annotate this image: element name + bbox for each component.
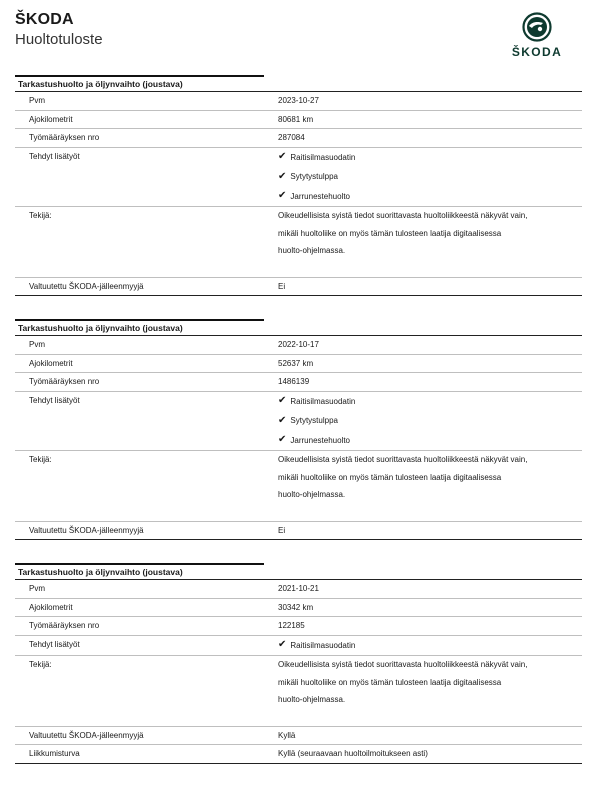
authorized-dealer-label: Valtuutettu ŠKODA-jälleenmyyjä <box>29 730 144 740</box>
date-row <box>15 336 582 355</box>
performer-row <box>15 207 582 278</box>
work-order-value: 122185 <box>278 621 305 630</box>
performer-label: Tekijä: <box>29 211 52 220</box>
performer-value <box>265 656 582 726</box>
document-title: Huoltotuloste <box>15 31 103 48</box>
mileage-label: Ajokilometrit <box>29 358 73 368</box>
extra-item <box>278 411 582 431</box>
spacer <box>278 709 582 726</box>
checkmark-icon: ✔ <box>278 151 287 163</box>
work-order-row <box>15 617 582 636</box>
mileage-row <box>15 111 582 130</box>
performer-row <box>15 451 582 522</box>
work-order-value: 1486139 <box>278 377 310 386</box>
service-record-2 <box>15 319 582 540</box>
date-row <box>15 580 582 599</box>
authorized-dealer-value: Kyllä <box>278 730 296 740</box>
performer-line: Oikeudellisista syistä tiedot suorittavasta huoltoliikkeestä näkyvät vain, <box>278 455 528 464</box>
mobility-label: Liikkumisturva <box>29 749 80 758</box>
extras-list <box>265 392 582 451</box>
extra-item-label: Sytytystulppa <box>290 416 338 425</box>
performer-line: huolto-ohjelmassa. <box>278 246 346 255</box>
performer-line: huolto-ohjelmassa. <box>278 695 346 704</box>
performer-label: Tekijä: <box>29 455 52 464</box>
extra-item-label: Jarrunestehuolto <box>290 435 350 445</box>
brand-header <box>15 10 103 50</box>
skoda-logo <box>505 12 569 60</box>
date-label: Pvm <box>29 584 45 593</box>
extra-item <box>278 167 582 187</box>
authorized-dealer-row <box>15 278 582 297</box>
checkmark-icon: ✔ <box>278 170 287 182</box>
mobility-row <box>15 745 582 764</box>
mileage-value: 80681 km <box>278 114 314 124</box>
performer-line: Oikeudellisista syistä tiedot suorittavasta huoltoliikkeestä näkyvät vain, <box>278 211 528 220</box>
extra-item <box>278 431 582 451</box>
date-label: Pvm <box>29 96 45 105</box>
work-order-value: 287084 <box>278 133 305 142</box>
authorized-dealer-label: Valtuutettu ŠKODA-jälleenmyyjä <box>29 281 144 291</box>
performer-line: mikäli huoltoliike on myös tämän tulosteen laatija digitaalisessa <box>278 472 502 482</box>
performer-row <box>15 656 582 727</box>
spacer <box>278 504 582 521</box>
checkmark-icon: ✔ <box>278 639 287 651</box>
extras-label: Tehdyt lisätyöt <box>29 395 80 405</box>
extra-item <box>278 392 582 412</box>
authorized-dealer-value: Ei <box>278 525 286 535</box>
authorized-dealer-label: Valtuutettu ŠKODA-jälleenmyyjä <box>29 525 144 535</box>
checkmark-icon: ✔ <box>278 395 287 407</box>
mileage-value: 52637 km <box>278 358 314 368</box>
date-value: 2022-10-17 <box>278 340 319 349</box>
checkmark-icon: ✔ <box>278 190 287 202</box>
extras-row <box>15 392 582 452</box>
extra-item-label: Raitisilmasuodatin <box>290 640 356 650</box>
mileage-value: 30342 km <box>278 602 314 612</box>
extra-item <box>278 187 582 207</box>
authorized-dealer-row <box>15 522 582 541</box>
checkmark-icon: ✔ <box>278 434 287 446</box>
performer-label: Tekijä: <box>29 660 52 669</box>
date-value: 2021-10-21 <box>278 584 319 593</box>
extra-item <box>278 148 582 168</box>
extras-label: Tehdyt lisätyöt <box>29 151 80 161</box>
performer-line: mikäli huoltoliike on myös tämän tulosteen laatija digitaalisessa <box>278 677 502 687</box>
mobility-value: Kyllä (seuraavaan huoltoilmoitukseen asti) <box>278 749 428 758</box>
mileage-label: Ajokilometrit <box>29 602 73 612</box>
record-header <box>15 319 582 336</box>
mileage-row <box>15 599 582 618</box>
mileage-label: Ajokilometrit <box>29 114 73 124</box>
authorized-dealer-value: Ei <box>278 281 286 291</box>
record-header <box>15 75 582 92</box>
mileage-row <box>15 355 582 374</box>
performer-value <box>265 207 582 277</box>
record-title: Tarkastushuolto ja öljynvaihto (joustava) <box>18 567 183 577</box>
record-header <box>15 563 582 580</box>
extra-item-label: Raitisilmasuodatin <box>290 152 356 162</box>
spacer <box>278 260 582 277</box>
service-record-3 <box>15 563 582 764</box>
work-order-label: Työmääräyksen nro <box>29 621 100 630</box>
performer-line: mikäli huoltoliike on myös tämän tulosteen laatija digitaalisessa <box>278 228 502 238</box>
extras-row <box>15 148 582 208</box>
extras-list <box>265 636 582 656</box>
record-title: Tarkastushuolto ja öljynvaihto (joustava) <box>18 79 183 89</box>
performer-line: Oikeudellisista syistä tiedot suorittavasta huoltoliikkeestä näkyvät vain, <box>278 660 528 669</box>
extra-item-label: Jarrunestehuolto <box>290 191 350 201</box>
brand-name: ŠKODA <box>15 11 74 28</box>
skoda-emblem-icon <box>522 12 552 42</box>
extra-item-label: Sytytystulppa <box>290 172 338 181</box>
date-row <box>15 92 582 111</box>
performer-value <box>265 451 582 521</box>
extras-label: Tehdyt lisätyöt <box>29 639 80 649</box>
service-record-1 <box>15 75 582 296</box>
extras-row <box>15 636 582 657</box>
work-order-row <box>15 129 582 148</box>
extra-item <box>278 636 582 656</box>
extra-item-label: Raitisilmasuodatin <box>290 396 356 406</box>
date-label: Pvm <box>29 340 45 349</box>
work-order-label: Työmääräyksen nro <box>29 377 100 386</box>
logo-wordmark: ŠKODA <box>511 45 563 59</box>
record-title: Tarkastushuolto ja öljynvaihto (joustava) <box>18 323 183 333</box>
checkmark-icon: ✔ <box>278 414 287 426</box>
performer-line: huolto-ohjelmassa. <box>278 490 346 499</box>
work-order-row <box>15 373 582 392</box>
date-value: 2023-10-27 <box>278 96 319 105</box>
work-order-label: Työmääräyksen nro <box>29 133 100 142</box>
extras-list <box>265 148 582 207</box>
authorized-dealer-row <box>15 727 582 746</box>
